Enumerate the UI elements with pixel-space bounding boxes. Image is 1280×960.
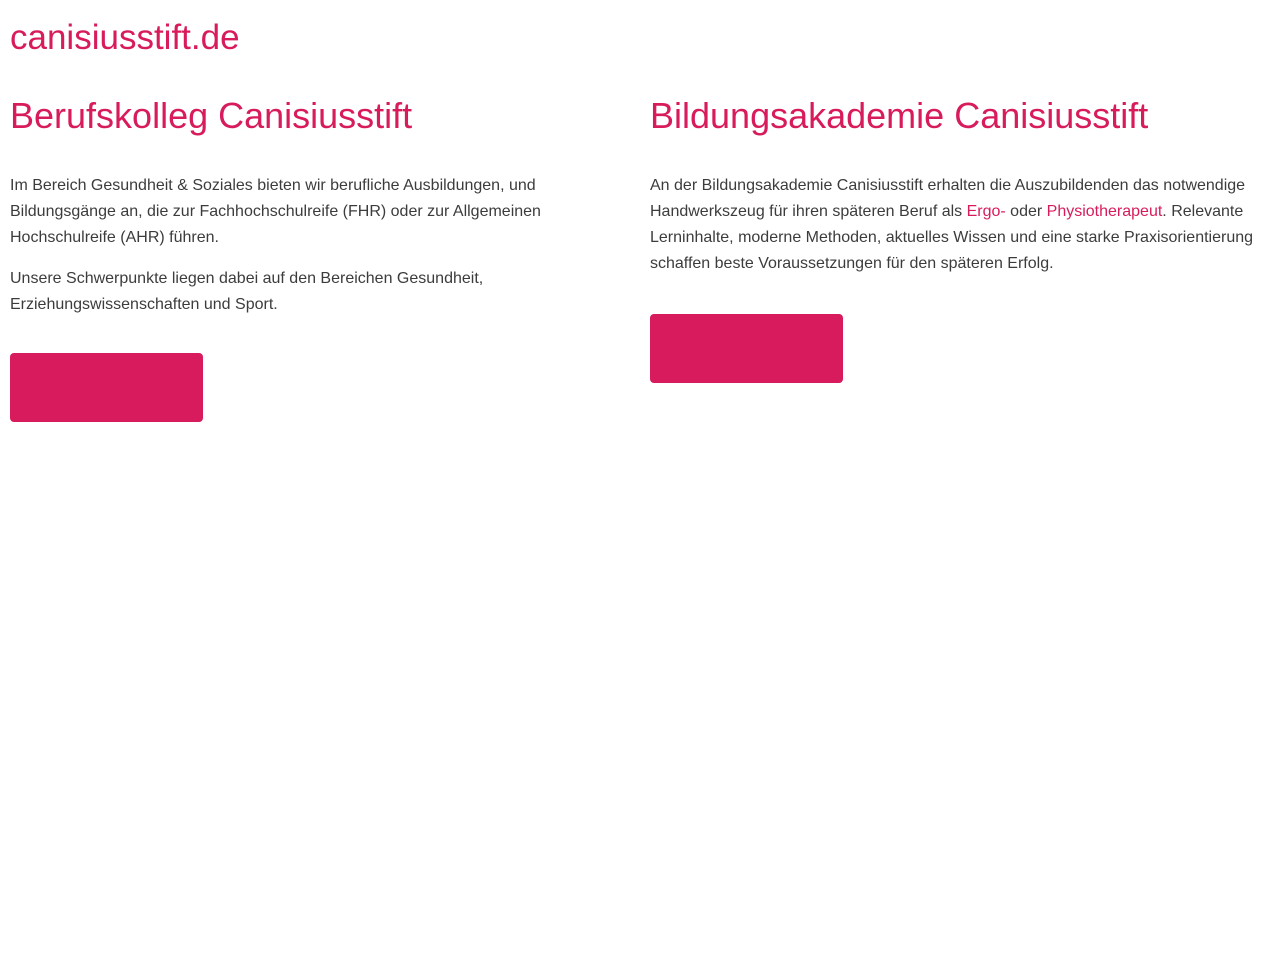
- bildungsakademie-text-part-2: oder: [1005, 203, 1047, 220]
- ergo-link[interactable]: Ergo-: [966, 203, 1006, 220]
- physiotherapeut-link[interactable]: Physiotherapeut: [1046, 203, 1163, 220]
- bildungsakademie-intro-text: [650, 173, 1265, 277]
- berufskolleg-heading: Berufskolleg Canisiusstift: [10, 95, 413, 136]
- bildungsakademie-heading: Bildungsakademie Canisiusstift: [650, 95, 1149, 136]
- berufskolleg-button[interactable]: [10, 353, 203, 422]
- berufskolleg-focus-text: Unsere Schwerpunkte liegen dabei auf den Bereichen Gesundheit, Erziehungswissenschaften und Sport.: [10, 270, 484, 313]
- bildungsakademie-text-part-1: An der Bildungsakademie Canisiusstift erhalten die Auszubildenden das notwendige Handwerkszeug für ihren späteren Beruf als: [650, 177, 1246, 220]
- berufskolleg-section: [10, 94, 630, 422]
- berufskolleg-intro-text: Im Bereich Gesundheit & Soziales bieten wir berufliche Ausbildungen, und Bildungsgänge an, die zur Fachhochschulreife (FHR) oder zur Allgemeinen Hochschulreife (AHR) führen.: [10, 177, 541, 246]
- bildungsakademie-section: [650, 94, 1270, 383]
- site-title-link[interactable]: canisiusstift.de: [10, 18, 240, 57]
- bildungsakademie-text-part-3: . Relevante Lerninhalte, moderne Methoden, aktuelles Wissen und eine starke Praxisorientierung schaffen beste Voraussetzungen für den späteren Erfolg.: [650, 203, 1254, 272]
- bildungsakademie-button[interactable]: [650, 314, 843, 383]
